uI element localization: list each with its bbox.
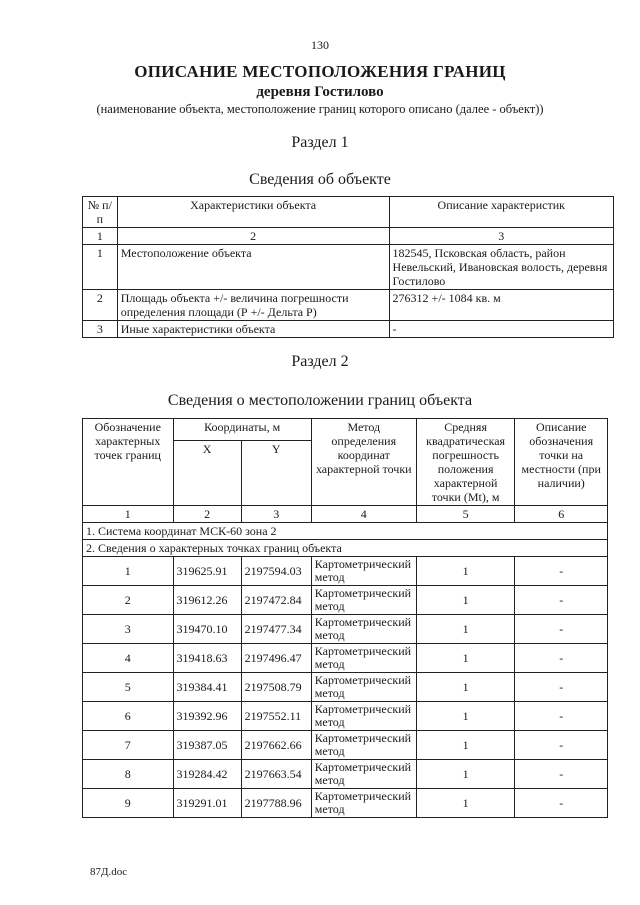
- footer-filename: 87Д.doc: [90, 866, 128, 878]
- table-row: [83, 702, 608, 731]
- accuracy-cell: 1: [416, 586, 515, 615]
- document-subtitle: деревня Гостилово: [256, 84, 384, 100]
- coord-x: 319418.63: [173, 644, 241, 673]
- coord-x: 319392.96: [173, 702, 241, 731]
- document-note: (наименование объекта, местоположение границ которого описано (далее - объект)): [96, 102, 544, 116]
- accuracy-cell: 1: [416, 702, 515, 731]
- description-cell: -: [515, 615, 608, 644]
- header-method: Метод определения координат характерной точки: [311, 419, 416, 506]
- point-id: 6: [83, 702, 174, 731]
- document-title: ОПИСАНИЕ МЕСТОПОЛОЖЕНИЯ ГРАНИЦ: [134, 62, 506, 81]
- method-cell: Картометрический метод: [311, 615, 416, 644]
- column-number: 4: [311, 506, 416, 523]
- description-cell: 182545, Псковская область, район Невельский, Ивановская волость, деревня Гостилово: [389, 245, 613, 290]
- header-coords: Координаты, м: [173, 419, 311, 441]
- table-row: [83, 557, 608, 586]
- method-cell: Картометрический метод: [311, 760, 416, 789]
- point-id: 4: [83, 644, 174, 673]
- column-number: 3: [389, 228, 613, 245]
- section2-title: Раздел 2: [291, 353, 349, 370]
- column-number-row: [83, 506, 608, 523]
- coord-x: 319284.42: [173, 760, 241, 789]
- column-number-row: [83, 228, 614, 245]
- row-number: 3: [83, 321, 118, 338]
- table-row: [83, 321, 614, 338]
- coord-y: 2197788.96: [241, 789, 311, 818]
- table-row: [83, 290, 614, 321]
- coord-y: 2197594.03: [241, 557, 311, 586]
- coord-y: 2197472.84: [241, 586, 311, 615]
- description-cell: -: [515, 760, 608, 789]
- accuracy-cell: 1: [416, 557, 515, 586]
- coord-x: 319470.10: [173, 615, 241, 644]
- characteristic-cell: Площадь объекта +/- величина погрешности определения площади (Р +/- Дельта Р): [117, 290, 389, 321]
- header-y: Y: [241, 441, 311, 506]
- section1-title: Раздел 1: [291, 134, 349, 151]
- coord-x: 319625.91: [173, 557, 241, 586]
- table-row: [83, 615, 608, 644]
- accuracy-cell: 1: [416, 644, 515, 673]
- method-cell: Картометрический метод: [311, 557, 416, 586]
- coordinate-system: 1. Система координат МСК-60 зона 2: [83, 523, 608, 540]
- coord-y: 2197552.11: [241, 702, 311, 731]
- points-heading-row: [83, 540, 608, 557]
- column-number: 1: [83, 506, 174, 523]
- method-cell: Картометрический метод: [311, 702, 416, 731]
- point-id: 5: [83, 673, 174, 702]
- column-number: 6: [515, 506, 608, 523]
- header-description: Описание обозначения точки на местности (при наличии): [515, 419, 608, 506]
- table-row: [83, 245, 614, 290]
- table-header-row: [83, 197, 614, 228]
- accuracy-cell: 1: [416, 731, 515, 760]
- description-cell: -: [515, 702, 608, 731]
- column-number: 3: [241, 506, 311, 523]
- table-row: [83, 673, 608, 702]
- row-number: 1: [83, 245, 118, 290]
- boundary-points-table: [82, 418, 608, 818]
- column-number: 1: [83, 228, 118, 245]
- method-cell: Картометрический метод: [311, 789, 416, 818]
- description-cell: -: [515, 673, 608, 702]
- description-cell: -: [515, 644, 608, 673]
- coord-x: 319612.26: [173, 586, 241, 615]
- coord-x: 319291.01: [173, 789, 241, 818]
- accuracy-cell: 1: [416, 615, 515, 644]
- row-number: 2: [83, 290, 118, 321]
- coord-y: 2197477.34: [241, 615, 311, 644]
- point-id: 8: [83, 760, 174, 789]
- coord-y: 2197662.66: [241, 731, 311, 760]
- description-cell: -: [515, 731, 608, 760]
- table-row: [83, 789, 608, 818]
- description-cell: -: [515, 586, 608, 615]
- header-x: X: [173, 441, 241, 506]
- column-number: 5: [416, 506, 515, 523]
- header-accuracy: Средняя квадратическая погрешность положения характерной точки (Mt), м: [416, 419, 515, 506]
- table-row: [83, 760, 608, 789]
- description-cell: -: [515, 557, 608, 586]
- point-id: 2: [83, 586, 174, 615]
- header-cell: № п/п: [83, 197, 118, 228]
- object-info-table: [82, 196, 614, 338]
- characteristic-cell: Иные характеристики объекта: [117, 321, 389, 338]
- table-row: [83, 644, 608, 673]
- method-cell: Картометрический метод: [311, 673, 416, 702]
- description-cell: -: [515, 789, 608, 818]
- section1-subtitle: Сведения об объекте: [249, 171, 391, 188]
- header-cell: Описание характеристик: [389, 197, 613, 228]
- page-number: 130: [311, 38, 329, 52]
- characteristic-cell: Местоположение объекта: [117, 245, 389, 290]
- table-row: [83, 731, 608, 760]
- point-id: 7: [83, 731, 174, 760]
- table-row: [83, 586, 608, 615]
- section2-subtitle: Сведения о местоположении границ объекта: [167, 392, 473, 409]
- points-heading: 2. Сведения о характерных точках границ объекта: [83, 540, 608, 557]
- method-cell: Картометрический метод: [311, 731, 416, 760]
- method-cell: Картометрический метод: [311, 586, 416, 615]
- method-cell: Картометрический метод: [311, 644, 416, 673]
- column-number: 2: [117, 228, 389, 245]
- point-id: 3: [83, 615, 174, 644]
- accuracy-cell: 1: [416, 789, 515, 818]
- column-number: 2: [173, 506, 241, 523]
- point-id: 9: [83, 789, 174, 818]
- header-cell: Характеристики объекта: [117, 197, 389, 228]
- description-cell: 276312 +/- 1084 кв. м: [389, 290, 613, 321]
- coord-x: 319387.05: [173, 731, 241, 760]
- accuracy-cell: 1: [416, 760, 515, 789]
- coord-y: 2197508.79: [241, 673, 311, 702]
- coord-y: 2197663.54: [241, 760, 311, 789]
- coord-y: 2197496.47: [241, 644, 311, 673]
- point-id: 1: [83, 557, 174, 586]
- coord-x: 319384.41: [173, 673, 241, 702]
- accuracy-cell: 1: [416, 673, 515, 702]
- table-header-row: [83, 419, 608, 441]
- description-cell: -: [389, 321, 613, 338]
- coordinate-system-row: [83, 523, 608, 540]
- header-point: Обозначение характерных точек границ: [83, 419, 174, 506]
